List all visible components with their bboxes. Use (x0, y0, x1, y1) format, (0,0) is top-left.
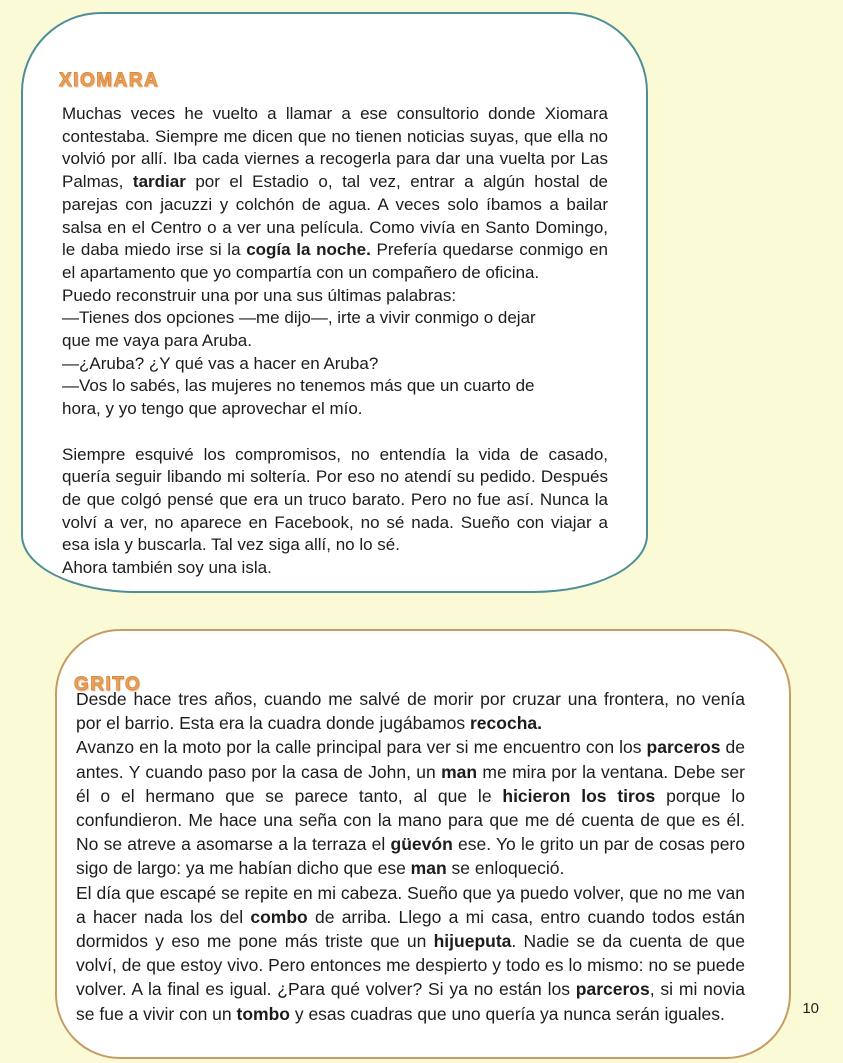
text-run: Desde hace tres años, cuando me salvé de morir por cruzar una frontera, no venía por el barrio. Esta era la cuadra donde jugábamos (76, 689, 745, 734)
paragraph (76, 881, 745, 1026)
slang-term: parceros (575, 979, 650, 1000)
text-run: —Vos lo sabés, las mujeres no tenemos más que un cuarto de (62, 376, 535, 396)
paragraph (62, 307, 608, 330)
text-run: Prefería quedarse conmigo en el apartamento que yo compartía con un compañero de oficina. (62, 240, 609, 282)
slang-term: combo (250, 906, 308, 927)
paragraph (76, 735, 745, 880)
text-run: —Tienes dos opciones —me dijo—, irte a vivir conmigo o dejar (62, 308, 536, 328)
text-run: ese. Yo le grito un par de cosas pero sigo de largo: ya me habían dicho que ese (76, 834, 745, 879)
paragraph (62, 557, 608, 580)
text-run: que me vaya para Aruba. (62, 331, 252, 351)
story-text-xiomara (62, 103, 608, 580)
paragraph (62, 398, 608, 421)
text-run: , si mi novia se fue a vivir con un (76, 979, 745, 1024)
text-run: y esas cuadras que uno quería ya nunca serán iguales. (289, 1003, 725, 1024)
text-run: hora, y yo tengo que aprovechar el mío. (62, 399, 363, 419)
text-run: —¿Aruba? ¿Y qué vas a hacer en Aruba? (62, 353, 379, 373)
slang-term: man (410, 858, 447, 879)
paragraph (62, 330, 608, 353)
text-run: Puedo reconstruir una por una sus últimas palabras: (62, 285, 457, 305)
page-number: 10 (802, 1000, 819, 1017)
text-run: de arriba. Llego a mi casa, entro cuando todos están dormidos y eso me pone más triste que un (76, 906, 745, 952)
slang-term: parceros (646, 737, 721, 758)
story-title-xiomara: XIOMARA (59, 69, 160, 91)
story-card-grito (55, 629, 791, 1059)
slang-term: hijueputa (433, 931, 512, 952)
slang-term: cogía la noche. (246, 240, 371, 260)
paragraph (62, 375, 608, 398)
text-run: El día que escapé se repite en mi cabeza. Sueño que ya puedo volver, que no me van a hacer nada los del (76, 882, 745, 927)
paragraph (62, 285, 608, 308)
paragraph (62, 353, 608, 376)
text-run: por el Estadio o, tal vez, entrar a algún hostal de parejas con jacuzzi y colchón de agua. A veces solo íbamos a bailar salsa en el Centro o a ver una película. Como vivía en Santo Domingo, le daba miedo irse si la (62, 172, 608, 260)
slang-term: man (441, 761, 478, 782)
story-text-grito (76, 687, 745, 1026)
text-run: porque lo confundieron. Me hace una seña con la mano para que me dé cuenta de que es él. No se atreve a asomarse a la terraza el (76, 785, 746, 855)
paragraph (76, 687, 745, 735)
slang-term: tombo (236, 1003, 290, 1024)
story-card-xiomara (21, 12, 648, 593)
text-run: Ahora también soy una isla. (62, 558, 272, 578)
text-run: Siempre esquivé los compromisos, no entendía la vida de casado, quería seguir libando mi soltería. Por eso no atendí su pedido. Después de que colgó pensé que era un truco barato. Pero no fue así. Nunca la volví a ver, no aparece en Facebook, no sé nada. Sueño con viajar a esa isla y buscarla. Tal vez siga allí, no lo sé. (62, 444, 608, 555)
text-run: me mira por la ventana. Debe ser él o el hermano que se parece tanto, al que le (76, 761, 745, 806)
text-run: Muchas veces he vuelto a llamar a ese consultorio donde Xiomara contestaba. Siempre me dicen que no tienen noticias suyas, que ella no volvió por allí. Iba cada viernes a recogerla para dar una vuelta por Las Palmas, (62, 104, 608, 192)
slang-term: güevón (390, 834, 453, 855)
slang-term: recocha. (470, 713, 542, 734)
slang-term: tardiar (132, 172, 186, 192)
paragraph (62, 444, 608, 558)
text-run: de antes. Y cuando paso por la casa de John, un (76, 737, 745, 782)
text-run: se enloqueció. (446, 858, 565, 879)
slang-term: hicieron los tiros (502, 785, 656, 806)
text-run: Avanzo en la moto por la calle principal para ver si me encuentro con los (76, 737, 647, 758)
text-run: . Nadie se da cuenta de que volví, de que estoy vivo. Pero entonces me despierto y todo es lo mismo: no se puede volver. A la final es igual. ¿Para qué volver? Si ya no están los (76, 931, 745, 1000)
story-title-grito: GRITO (74, 673, 142, 695)
paragraph (62, 103, 608, 285)
